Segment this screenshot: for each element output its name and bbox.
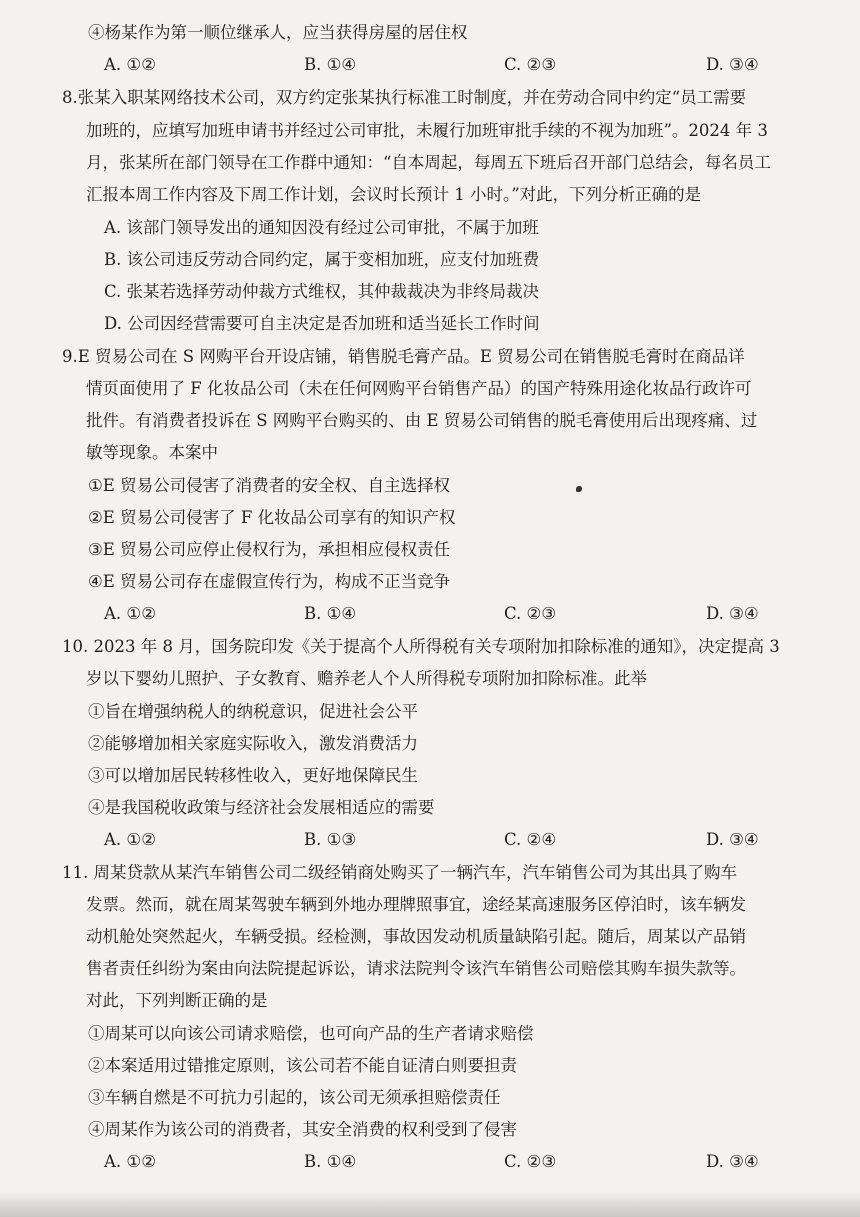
option-b: B. ①④ [304,604,357,623]
question-10-item-1: ①旨在增强纳税人的纳税意识，促进社会公平 [88,702,418,721]
option-d: D. ③④ [706,55,759,74]
question-10-options [104,829,784,851]
question-9-options [104,603,784,625]
question-11-item-3: ③车辆自燃是不可抗力引起的，该公司无须承担赔偿责任 [88,1088,501,1107]
option-a: A. ①② [104,830,156,849]
question-9-line-3: 批件。有消费者投诉在 S 网购平台购买的、由 E 贸易公司销售的脱毛膏使用后出现疼痛、过 [86,411,758,430]
question-8-line-2: 加班的，应填写加班申请书并经过公司审批，未履行加班审批手续的不视为加班”。2024 年 3 [86,121,768,140]
question-10-item-3: ③可以增加居民转移性收入，更好地保障民生 [88,766,418,785]
option-d: D. ③④ [706,604,759,623]
question-10-line-2: 岁以下婴幼儿照护、子女教育、赡养老人个人所得税专项附加扣除标准。此举 [86,669,647,688]
question-8-choice-d: D. 公司因经营需要可自主决定是否加班和适当延长工作时间 [104,314,540,333]
question-11-item-2: ②本案适用过错推定原则，该公司若不能自证清白则要担责 [88,1056,517,1075]
top-options [104,54,784,76]
question-8-choice-a: A. 该部门领导发出的通知因没有经过公司审批，不属于加班 [104,218,539,237]
scan-edge-shadow [0,1191,860,1217]
option-c: C. ②③ [504,55,557,74]
question-9-line-4: 敏等现象。本案中 [86,443,218,462]
question-10-item-4: ④是我国税收政策与经济社会发展相适应的需要 [88,798,435,817]
question-8-choice-c: C. 张某若选择劳动仲裁方式维权，其仲裁裁决为非终局裁决 [104,282,540,301]
question-9-line-2: 情页面使用了 F 化妆品公司（未在任何网购平台销售产品）的国产特殊用途化妆品行政许可 [86,379,752,398]
question-10-line-1: 10. 2023 年 8 月，国务院印发《关于提高个人所得税有关专项附加扣除标准的通知》，决定提高 3 [62,637,780,656]
question-11-item-1: ①周某可以向该公司请求赔偿，也可向产品的生产者请求赔偿 [88,1024,534,1043]
option-d: D. ③④ [706,830,759,849]
question-8-choice-b: B. 该公司违反劳动合同约定，属于变相加班，应支付加班费 [104,250,540,269]
question-8-line-1: 8.张某入职某网络技术公司，双方约定张某执行标准工时制度，并在劳动合同中约定“员工需要 [62,88,747,107]
option-a: A. ①② [104,55,156,74]
ink-speck [576,486,582,492]
question-11-line-3: 动机舱处突然起火，车辆受损。经检测，事故因发动机质量缺陷引起。随后，周某以产品销 [86,927,746,946]
option-c: C. ②④ [504,830,557,849]
question-10-item-2: ②能够增加相关家庭实际收入，激发消费活力 [88,734,418,753]
option-a: A. ①② [104,604,156,623]
question-9-item-3: ③E 贸易公司应停止侵权行为，承担相应侵权责任 [88,540,451,559]
question-9-line-1: 9.E 贸易公司在 S 网购平台开设店铺，销售脱毛膏产品。E 贸易公司在销售脱毛膏时在商品详 [62,347,745,366]
option-a: A. ①② [104,1152,156,1171]
question-9-item-1: ①E 贸易公司侵害了消费者的安全权、自主选择权 [88,476,451,495]
question-11-line-1: 11. 周某贷款从某汽车销售公司二级经销商处购买了一辆汽车，汽车销售公司为其出具了购车 [62,863,737,882]
question-11-item-4: ④周某作为该公司的消费者，其安全消费的权利受到了侵害 [88,1120,517,1139]
option-b: B. ①④ [304,1152,357,1171]
question-8-line-3: 月，张某所在部门领导在工作群中通知：“自本周起，每周五下班后召开部门总结会，每名员工 [86,153,771,172]
option-b: B. ①④ [304,55,357,74]
question-11-options [104,1151,784,1173]
top-item-4: ④杨某作为第一顺位继承人，应当获得房屋的居住权 [88,23,468,42]
option-c: C. ②③ [504,1152,557,1171]
question-9-item-4: ④E 贸易公司存在虚假宣传行为，构成不正当竞争 [88,572,451,591]
question-11-line-4: 售者责任纠纷为案由向法院提起诉讼，请求法院判令该汽车销售公司赔偿其购车损失款等。 [86,959,746,978]
option-c: C. ②③ [504,604,557,623]
option-b: B. ①③ [304,830,357,849]
question-11-line-2: 发票。然而，就在周某驾驶车辆到外地办理牌照事宜，途经某高速服务区停泊时，该车辆发 [86,895,746,914]
option-d: D. ③④ [706,1152,759,1171]
question-8-line-4: 汇报本周工作内容及下周工作计划，会议时长预计 1 小时。”对此，下列分析正确的是 [86,185,702,204]
question-11-line-5: 对此，下列判断正确的是 [86,991,268,1010]
question-9-item-2: ②E 贸易公司侵害了 F 化妆品公司享有的知识产权 [88,508,456,527]
